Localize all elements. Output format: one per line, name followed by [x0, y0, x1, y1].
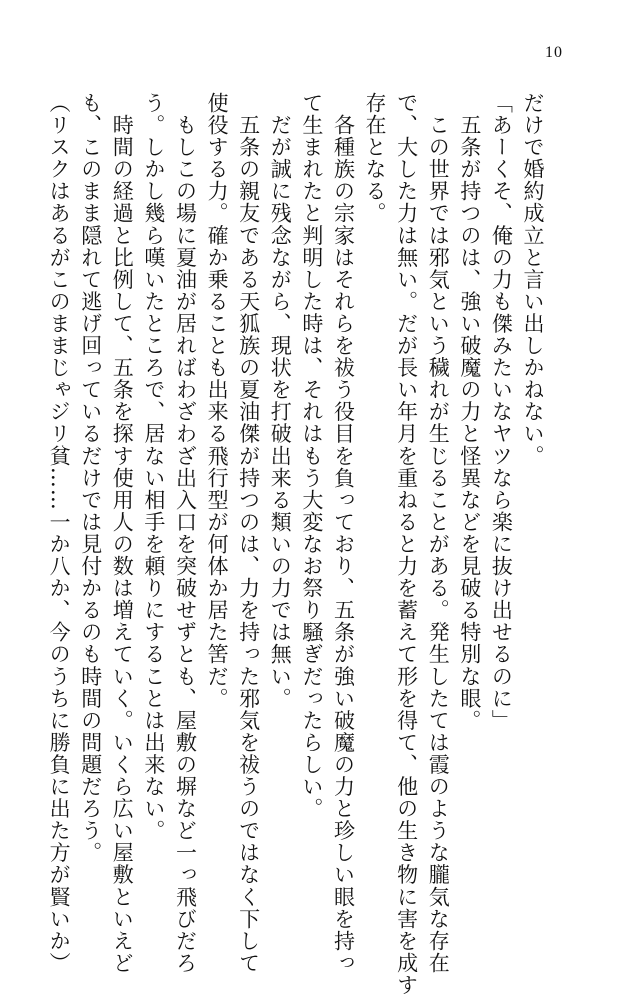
text-line: て生まれたと判明した時は、それはもう大変なお祭り騒ぎだったらしい。 — [299, 92, 324, 820]
text-line: もしこの場に夏油が居ればわざわざ出入口を突破せずとも、屋敷の塀など一っ飛びだろ — [173, 92, 198, 974]
text-line: 各種族の宗家はそれらを祓う役目を負っており、五条が強い破魔の力と珍しい眼を持っ — [331, 92, 356, 974]
text-line: 時間の経過と比例して、五条を探す使用人の数は増えていく。いくら広い屋敷といえど — [110, 92, 135, 974]
text-line: も、このまま隠れて逃げ回っているだけでは見付かるのも時間の問題だろう。 — [78, 92, 103, 864]
page-number: 10 — [545, 44, 563, 61]
text-line: だけで婚約成立と言い出しかねない。 — [521, 92, 545, 467]
text-line: この世界では邪気という穢れが生じることがある。発生したては霞のような朧気な存在 — [426, 92, 451, 974]
text-line: 使役する力。確か乗ることも出来る飛行型が何体か居た筈だ。 — [205, 92, 230, 710]
text-line: 存在となる。 — [363, 92, 388, 225]
text-line: （リスクはあるがこのままじゃジリ貧……一か八か、今のうちに勝負に出た方が賢いか） — [47, 92, 72, 974]
text-line: 五条の親友である天狐族の夏油傑が持つのは、力を持った邪気を祓うのではなく下して — [236, 92, 261, 974]
text-line: 「あーくそ、俺の力も傑みたいなヤツなら楽に抜け出せるのに」 — [489, 92, 514, 732]
novel-body-text — [43, 92, 549, 996]
text-line: だが誠に残念ながら、現状を打破出来る類いの力では無い。 — [268, 92, 293, 710]
text-line: で、大した力は無い。だが長い年月を重ねると力を蓄えて形を得て、他の生き物に害を成す — [394, 92, 419, 996]
text-line: う。しかし幾ら嘆いたところで、居ない相手を頼りにすることは出来ない。 — [141, 92, 166, 842]
text-line: 五条が持つのは、強い破魔の力と怪異などを見破る特別な眼。 — [457, 92, 482, 732]
